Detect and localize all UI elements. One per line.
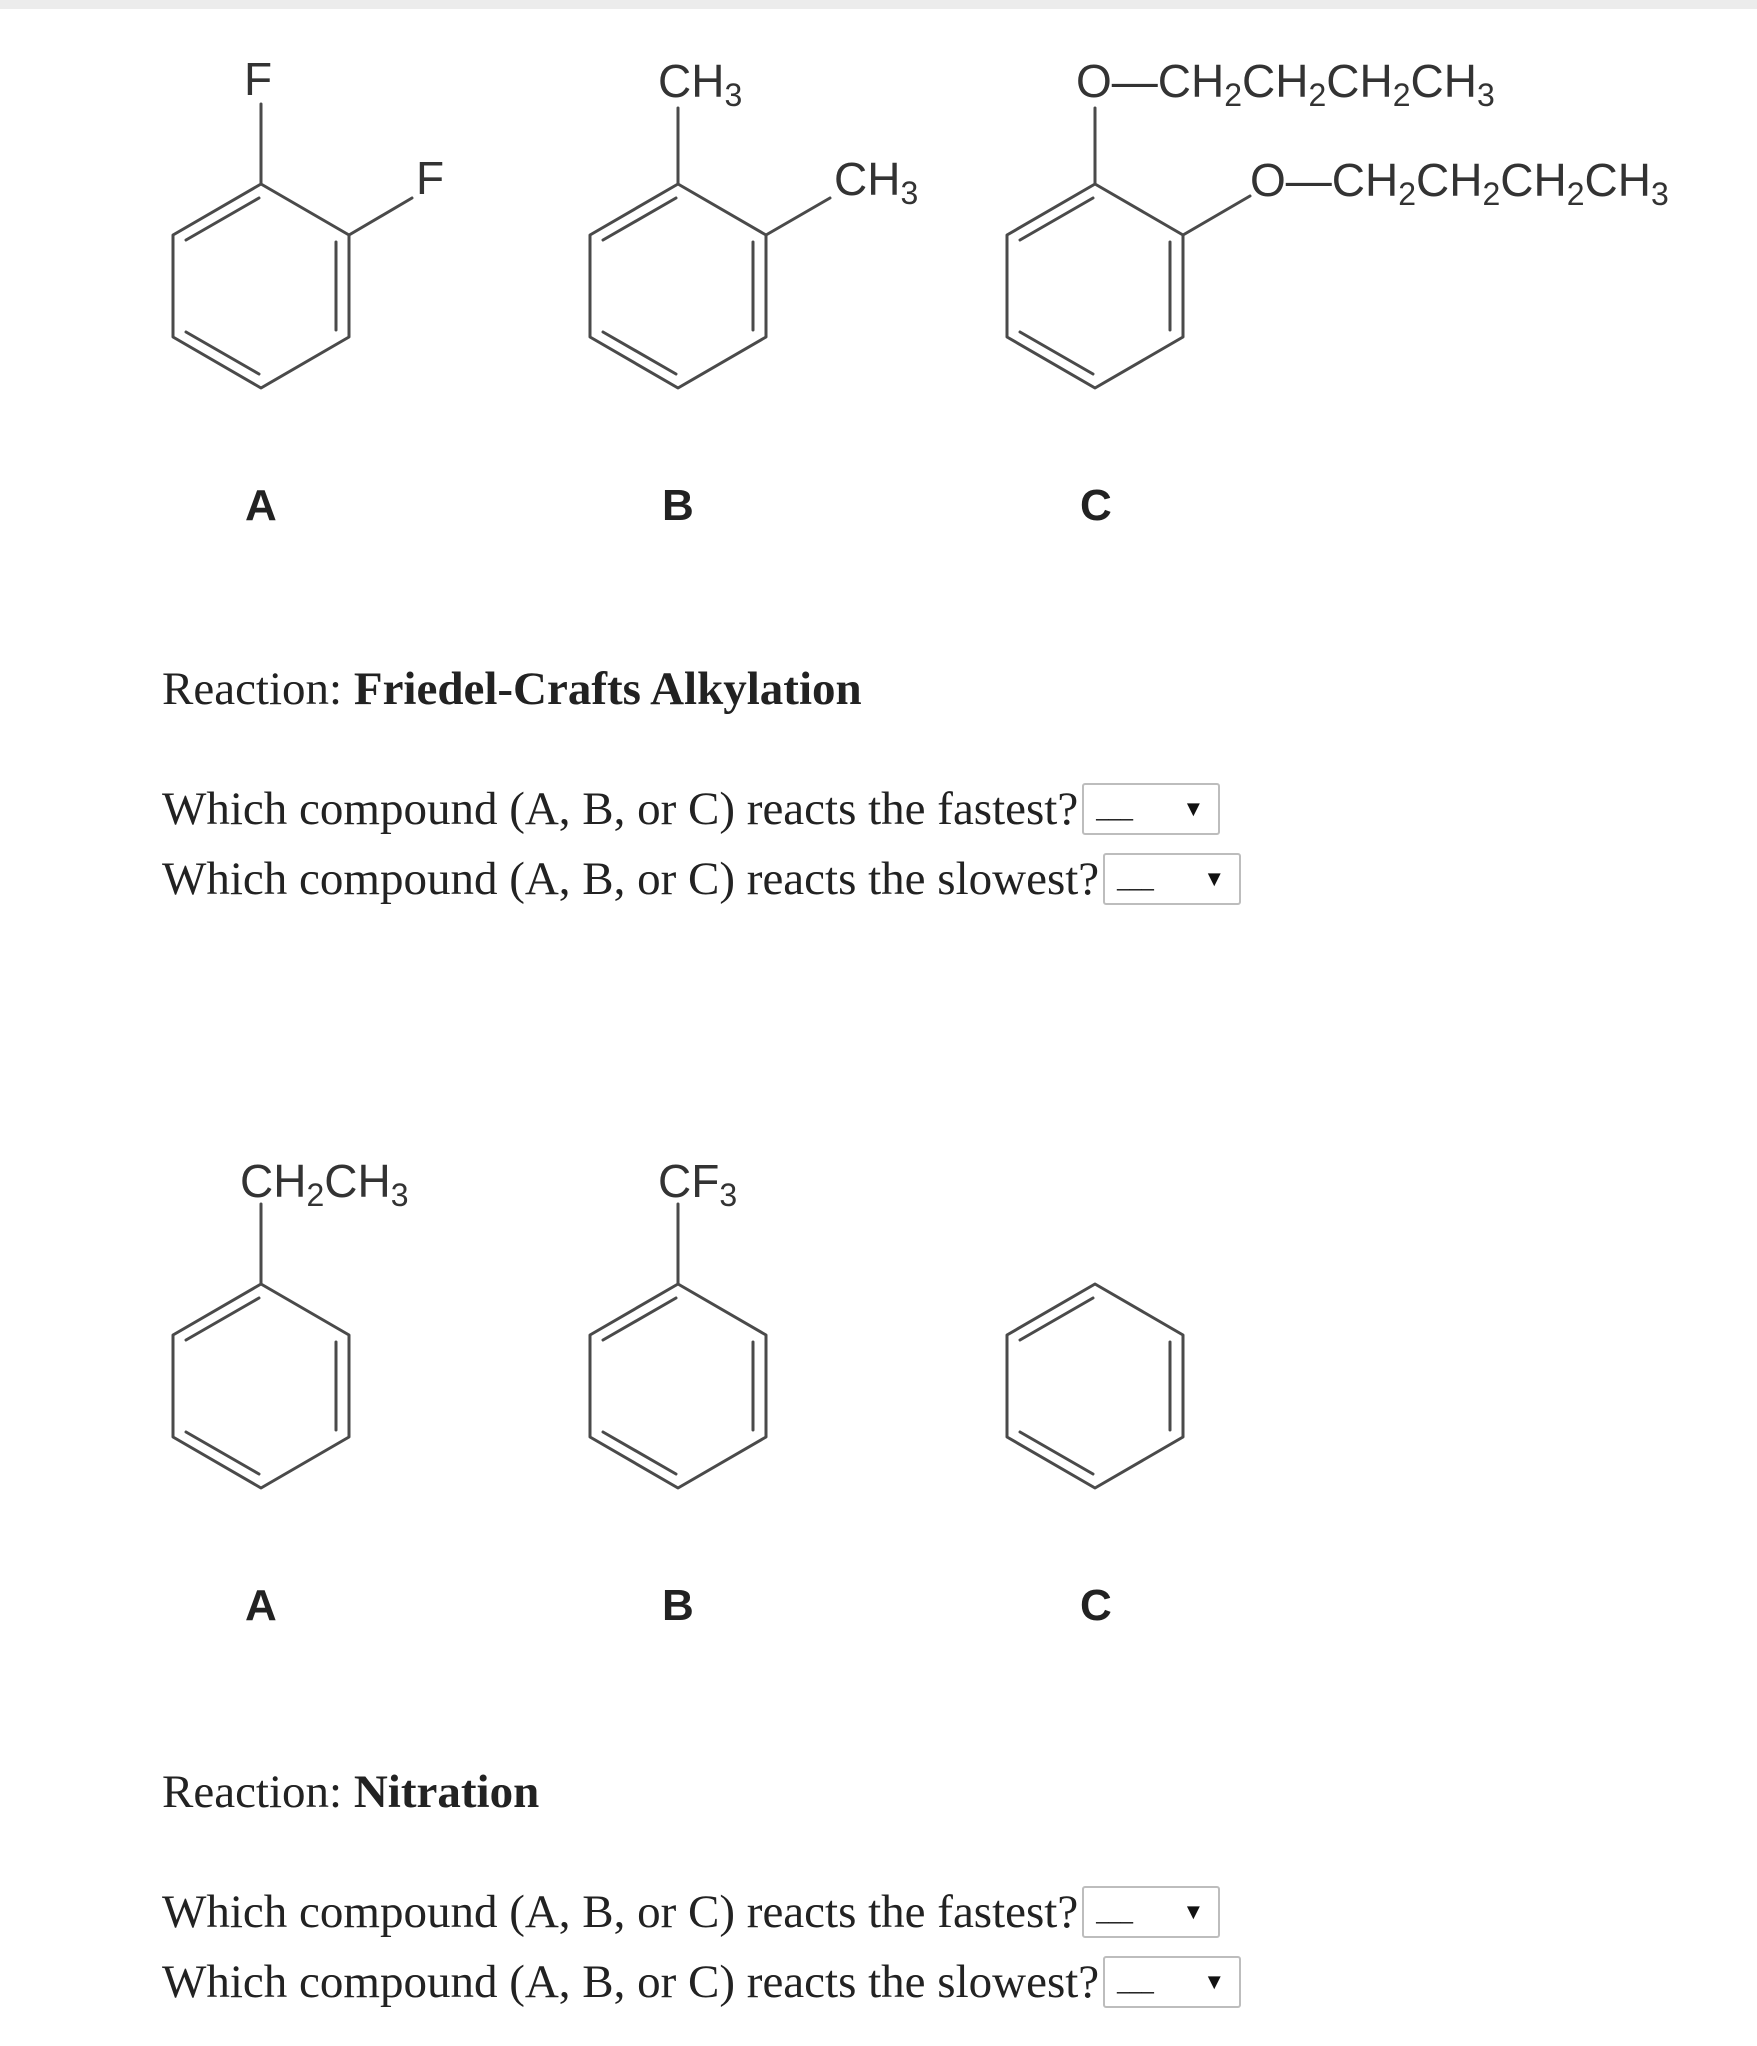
compound-label-a2: A [245, 1581, 277, 1630]
reaction-prefix: Reaction: [162, 1766, 343, 1818]
reaction-prefix: Reaction: [162, 663, 343, 715]
benzene-ring-b2 [590, 1284, 766, 1488]
compound-label-b2: B [662, 1581, 694, 1630]
dropdown-arrow-icon: ▼ [1203, 866, 1226, 891]
double-bond [186, 1432, 259, 1474]
dropdown-value: ___ [1117, 1969, 1154, 1994]
question-fastest-set2 [162, 1885, 1220, 1939]
dropdown-arrow-icon: ▼ [1203, 1969, 1226, 1994]
substituent-f2: F [416, 152, 445, 204]
compound-label-c2: C [1080, 1581, 1112, 1630]
question-text: Which compound (A, B, or C) reacts the slowest? [162, 853, 1100, 905]
question-text: Which compound (A, B, or C) reacts the fastest? [162, 1886, 1079, 1938]
dropdown-value: ___ [1096, 796, 1133, 821]
substituent-ch3-1: CH3 [658, 55, 743, 113]
dropdown-arrow-icon: ▼ [1182, 796, 1205, 821]
dropdown-value: ___ [1117, 866, 1154, 891]
compound-label-a: A [245, 481, 277, 530]
question-text: Which compound (A, B, or C) reacts the fastest? [162, 783, 1079, 835]
compound-label-b: B [662, 481, 694, 530]
benzene-ring-c2 [1007, 1284, 1183, 1488]
answer-dropdown-slowest-set2[interactable] [1103, 1956, 1241, 2008]
substituent-cf3: CF3 [658, 1155, 738, 1213]
compound-label-c: C [1080, 481, 1112, 530]
substituent-obutyl-2: O—CH2CH2CH2CH3 [1250, 154, 1669, 212]
substituent-obutyl-1: O—CH2CH2CH2CH3 [1076, 55, 1495, 113]
question-text: Which compound (A, B, or C) reacts the slowest? [162, 1956, 1100, 2008]
double-bond [1020, 1432, 1093, 1474]
substituent-ethyl: CH2CH3 [240, 1155, 409, 1213]
dropdown-value: ___ [1096, 1899, 1133, 1924]
compound-c2-structure [1007, 1284, 1183, 1488]
double-bond [603, 1432, 676, 1474]
compound-b2-structure [590, 1155, 766, 1488]
reaction-name: Friedel-Crafts Alkylation [353, 663, 862, 715]
double-bond [186, 1298, 259, 1340]
substituent-f1: F [244, 53, 273, 105]
question-slowest-set2 [162, 1955, 1241, 2009]
answer-dropdown-fastest-set2[interactable] [1082, 1886, 1220, 1938]
reaction-name: Nitration [353, 1766, 540, 1818]
dropdown-arrow-icon: ▼ [1182, 1899, 1205, 1924]
compound-a2-structure [173, 1155, 409, 1488]
double-bond [603, 1298, 676, 1340]
double-bond [1020, 1298, 1093, 1340]
substituent-ch3-2: CH3 [834, 153, 919, 211]
reaction-line-set2 [162, 1765, 539, 1819]
benzene-ring-a2 [173, 1284, 349, 1488]
